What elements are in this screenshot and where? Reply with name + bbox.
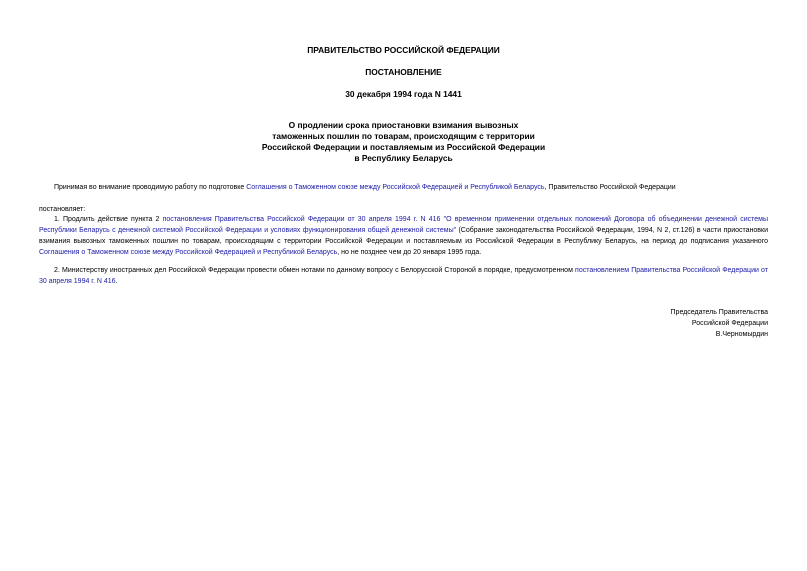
date-number: 30 декабря 1994 года N 1441 (345, 89, 462, 99)
preamble-text: , Правительство Российской Федерации (544, 184, 676, 191)
title-line: в Республику Беларусь (354, 153, 453, 163)
customs-union-agreement-link[interactable]: Соглашения о Таможенном союзе между Российской Федерацией и Республикой Беларусь (246, 184, 545, 191)
item-1-text: , но не позднее чем до 20 января 1995 года. (337, 249, 482, 256)
item-1-text: (Собрание законодательства Российской Федерации, 1994, N 2, ст.126) в части приостановки взимания вывозных таможенных пошлин по товарам, происходящим с территории Российской Федерации и поставляемым из Российской Федерации в Республику Беларусь, на период до подписания указанного (39, 227, 768, 245)
title-line: таможенных пошлин по товарам, происходящим с территории (272, 131, 535, 141)
preamble (54, 182, 774, 193)
doc-type-heading: ПОСТАНОВЛЕНИЕ (365, 67, 442, 77)
title-line: Российской Федерации и поставляемым из Российской Федерации (261, 142, 546, 152)
item-2-text: 2. Министерству иностранных дел Российской Федерации провести обмен нотами по данному вопросу с Белорусской Стороной в порядке, предусмотренном (54, 267, 576, 274)
title-line: О продлении срока приостановки взимания вывозных (288, 120, 519, 130)
preamble-text: Принимая во внимание проводимую работу по подготовке (54, 184, 247, 191)
item-1-text: 1. Продлить действие пункта 2 (54, 216, 163, 223)
item-2-text: . (115, 278, 118, 285)
resolution-416-link-2[interactable]: постановлением Правительства Российской Федерации от 30 апреля 1994 г. N 416 (39, 267, 768, 285)
item-2 (39, 265, 768, 287)
org-heading: ПРАВИТЕЛЬСТВО РОССИЙСКОЙ ФЕДЕРАЦИИ (307, 45, 500, 55)
document-title (0, 120, 807, 164)
signature-position: Председатель Правительства (670, 309, 768, 316)
item-1 (39, 214, 768, 258)
signature-name: В.Черномырдин (715, 331, 768, 338)
customs-union-agreement-link-2[interactable]: Соглашения о Таможенном союзе между Российской Федерацией и Республикой Беларусь (39, 249, 338, 256)
resolves-label: постановляет: (39, 206, 86, 213)
signature-block (671, 307, 768, 340)
resolution-416-link[interactable]: постановления Правительства Российской Федерации от 30 апреля 1994 г. N 416 "О временном применении отдельных положений Договора об объединении денежной системы Республики Беларусь с денежной системой Российской Федерации и условиях функционирования общей денежной системы" (39, 216, 768, 234)
signature-country: Российской Федерации (691, 320, 768, 327)
